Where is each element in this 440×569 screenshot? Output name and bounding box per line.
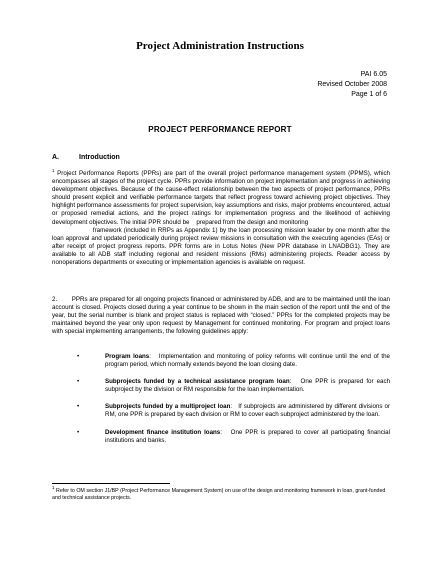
list-item-heading: Subprojects funded by a technical assistance program loan <box>105 378 290 386</box>
paragraph-2-number: 2. <box>52 296 58 303</box>
footnote-text: Refer to OM section J1/BP (Project Performance Management System) on use of the design and monitoring framework in loan, grant-funded and technical assistance projects. <box>52 488 386 502</box>
list-item-text: One PPR is prepared for each subproject by the division or RM responsible for the loan implementation. <box>105 378 391 394</box>
list-item-heading: Subprojects funded by a multiproject loan <box>105 403 231 411</box>
section-title: Introduction <box>79 154 120 161</box>
guideline-list <box>52 353 390 445</box>
list-item: • Subprojects funded by a multiproject loan: If subprojects are administered by different divisions or RM, one PPR is prepared by each division or RM to cover each subproject administered by the loan. <box>77 403 391 419</box>
list-item-text: One PPR is prepared to cover all participating financial institutions and banks. <box>105 428 390 444</box>
revision-date: Revised October 2008 <box>317 81 387 88</box>
footnote-divider <box>52 483 170 484</box>
list-item-heading: Development finance institution loans <box>105 428 221 436</box>
list-item: • Program loans: Implementation and monitoring of policy reforms will continue until the end of the program period, which normally extends beyond the loan closing date. <box>77 353 390 369</box>
section-letter: A. <box>52 154 59 161</box>
footnote-number: 1 <box>52 485 55 491</box>
list-item-text: Implementation and monitoring of policy reforms will continue until the end of the program period, which normally extends beyond the loan closing date. <box>105 353 390 369</box>
document-meta <box>317 70 387 100</box>
document-code: PAI 6.05 <box>360 71 387 78</box>
paragraph-1-text-a: Project Performance Reports (PPRs) are part of the overall project performance management system (PPMS), which encompasses all stages of the project cycle. PPRs provide information on project implementation and progress in achieving development objectives. Because of the cause-effect relationship between the two aspects of project performance, PPRs should present explicit and verifiable performance targets that reflect progress toward achieving project objectives. They highlight performance assessments for project supervision, key assumptions and risks, major problems encountered, actual or proposed remedial actions, and the project ratings for implementation progress and the likelihood of achieving development objectives. The initial PPR should be <box>52 170 390 226</box>
document-title: Project Administration Instructions <box>136 40 304 52</box>
bullet-icon: • <box>77 403 80 411</box>
report-title: PROJECT PERFORMANCE REPORT <box>148 125 292 134</box>
bullet-icon: • <box>77 378 80 386</box>
list-item-text: If subprojects are administered by different divisions or RM, one PPR is prepared by each division or RM to cover each subproject administered by the loan. <box>105 403 391 419</box>
paragraph-1-text-b: prepared from the design and monitoring <box>196 218 309 226</box>
footnote-reference: 1 <box>52 167 55 173</box>
list-item-heading: Program loans <box>105 353 150 360</box>
paragraph-2-text: PPRs are prepared for all ongoing projects financed or administered by ADB, and are to be maintained until the loan account is closed. Projects closed during a year continue to be shown in the main section of the report until the end of the year, but the serial number is blank and project status is replaced with “closed.” PPRs for the completed projects may be maintained beyond the year only upon request by Management for continued monitoring. For program and project loans with special implementing arrangements, the following guidelines apply: <box>52 296 390 336</box>
list-item: • Development finance institution loans: One PPR is prepared to cover all participating financial institutions and banks. <box>77 428 390 444</box>
section-heading <box>52 154 120 161</box>
paragraph-2 <box>52 296 390 336</box>
page-number: Page 1 of 6 <box>351 91 387 98</box>
paragraph-1-text-c: framework (included in RRPs as Appendix 1) by the loan processing mission leader by one month after the loan approval and updated periodically during project review missions in consultation with the executing agencies (EAs) or after receipt of project progress reports. PPR forms are in Lotus Notes (New PPR database in LNADBG1). They are available to all ADB staff including regional and resident missions (RMs) administering projects. Reader access by nonoperations departments or executing or implementation agencies is available on request. <box>52 226 390 267</box>
bullet-icon: • <box>77 353 80 360</box>
footnote <box>52 485 390 503</box>
list-item: • Subprojects funded by a technical assistance program loan: One PPR is prepared for each subproject by the division or RM responsible for the loan implementation. <box>77 378 391 394</box>
paragraph-1 <box>52 167 390 267</box>
bullet-icon: • <box>77 428 80 436</box>
